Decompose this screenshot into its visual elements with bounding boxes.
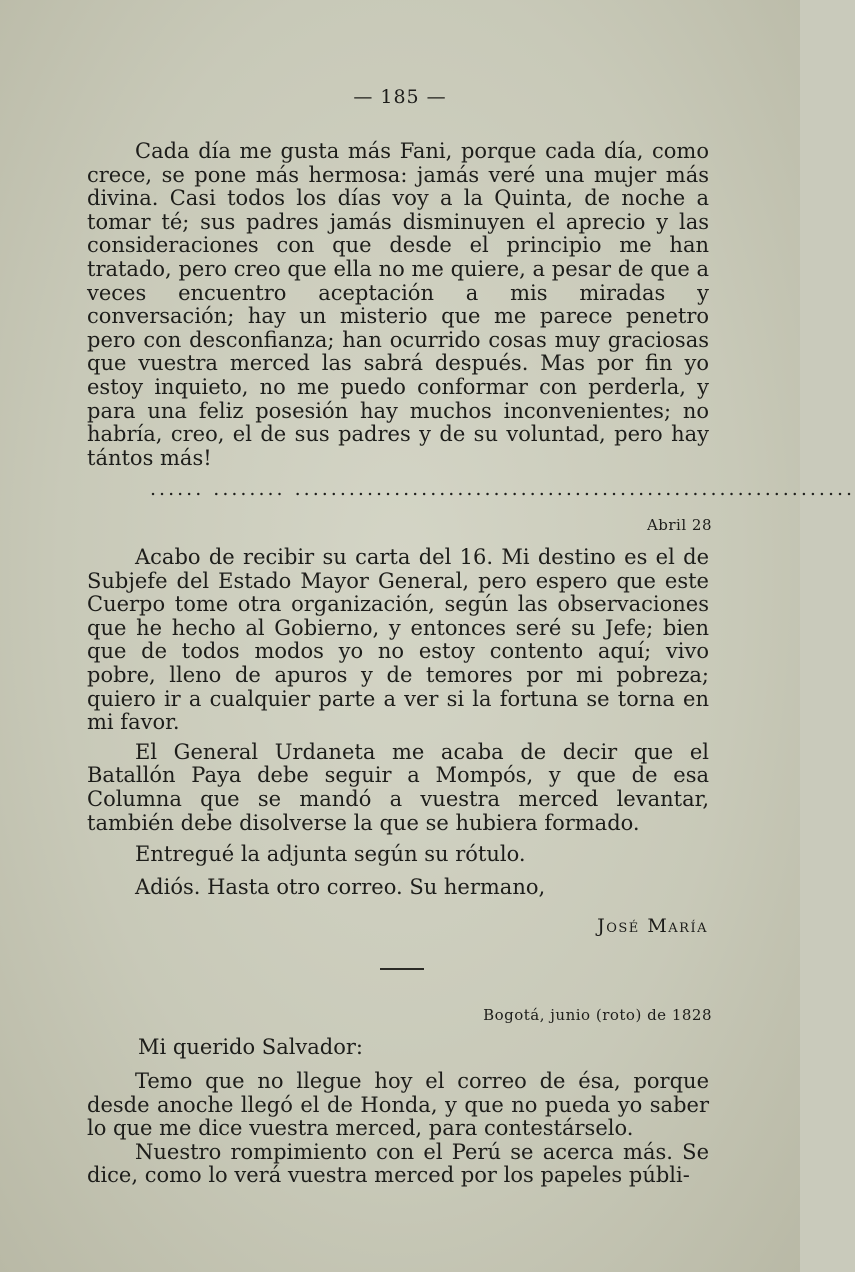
letter-3-paragraph-1: Temo que no llegue hoy el correo de ésa, porque desde anoche llegó el de Honda, y que no pueda yo saber lo que me dice vuestra merced, para contestárselo. [87,1069,709,1141]
ellipsis-separator: ...... ........ .............................................................. [150,478,855,500]
signature: José María [597,915,708,937]
letter-2-paragraph-2: El General Urdaneta me acaba de decir que el Batallón Paya debe seguir a Mompós, y que de esa Columna que se mandó a vuestra merced levantar, también debe disolverse la que se hubiera formado. [87,739,709,835]
letter-2-paragraph-3: Entregué la adjunta según su rótulo. [135,842,526,867]
letter-3-body [87,1070,709,1188]
letter-2-paragraph-1: Acabo de recibir su carta del 16. Mi destino es el de Subjefe del Estado Mayor General, pero espero que este Cuerpo tome otra organización, según las observaciones que he hecho al Gobierno, y entonces seré su Jefe; bien que de todos modos yo no estoy contento aquí; vivo pobre, lleno de apuros y de temores por mi pobreza; quiero ir a cualquier parte a ver si la fortuna se torna en mi favor. [87,545,709,735]
letter-2-date: Abril 28 [646,516,712,534]
letter-3-paragraph-2: Nuestro rompimiento con el Perú se acerca más. Se dice, como lo verá vuestra merced por los papeles públi- [87,1139,709,1188]
letter-1-body [87,140,709,470]
section-divider [380,968,424,970]
letter-2-body [87,546,709,899]
salutation: Mi querido Salvador: [138,1035,364,1059]
letter-3-date: Bogotá, junio (roto) de 1828 [483,1006,712,1024]
page-number: — 185 — [353,86,447,108]
letter-2-paragraph-4: Adiós. Hasta otro correo. Su hermano, [135,874,546,899]
letter-1-paragraph-1: Cada día me gusta más Fani, porque cada día, como crece, se pone más hermosa: jamás veré una mujer más divina. Casi todos los días voy a la Quinta, de noche a tomar té; sus padres jamás disminuyen el aprecio y las consideraciones con que desde el principio me han tratado, pero creo que ella no me quiere, a pesar de que a veces encuentro aceptación a mis miradas y conversación; hay un misterio que me parece penetro pero con desconfianza; han ocurrido cosas muy graciosas que vuestra merced las sabrá después. Mas por fin yo estoy inquieto, no me puedo conformar con perderla, y para una feliz posesión hay muchos inconvenientes; no habría, creo, el de sus padres y de su voluntad, pero hay tántos más! [87,139,709,470]
